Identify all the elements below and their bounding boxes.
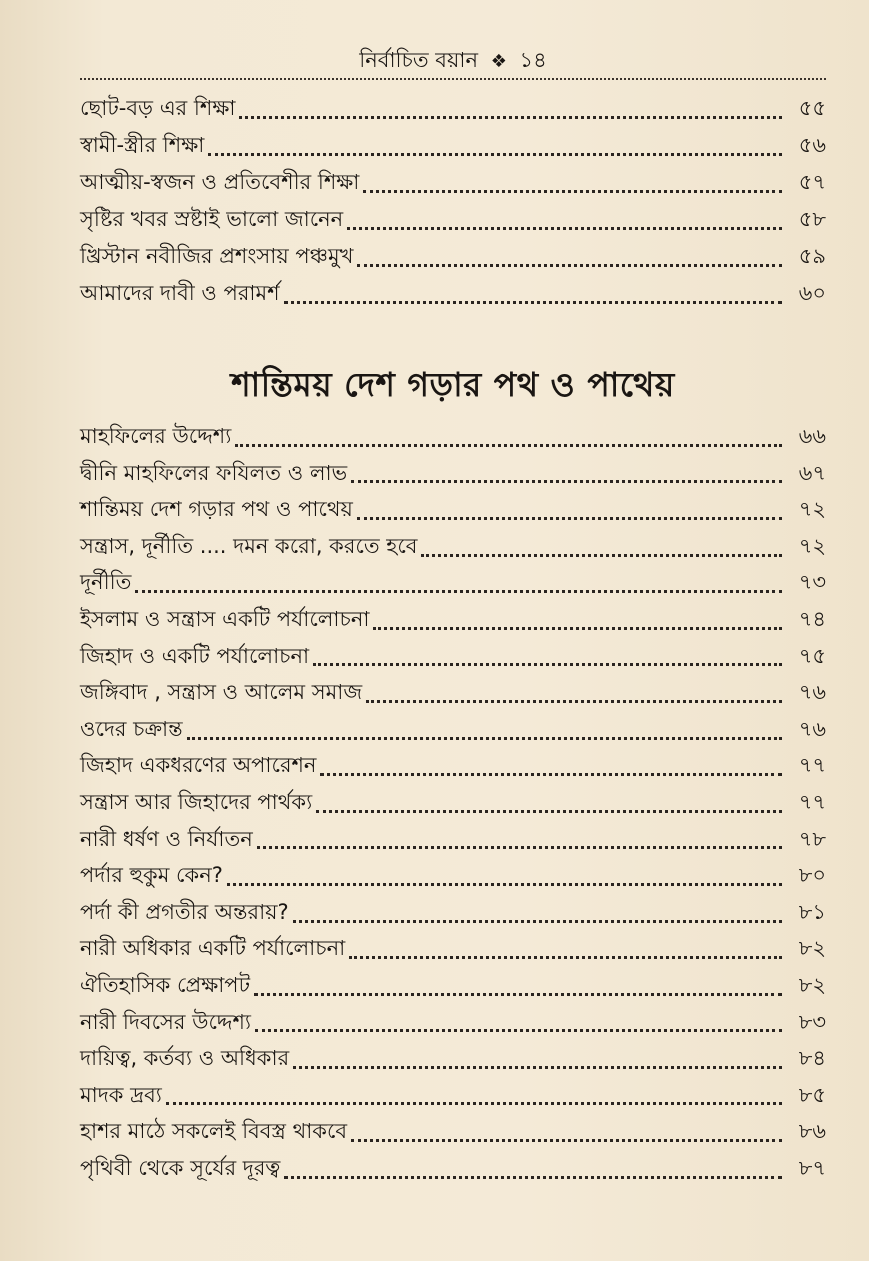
toc-entry[interactable]: [80, 491, 826, 528]
toc-entry[interactable]: [80, 564, 826, 601]
toc-entry[interactable]: [80, 967, 826, 1004]
leader-dots: [347, 223, 782, 230]
section-heading: শান্তিময় দেশ গড়ার পথ ও পাথেয়: [231, 365, 675, 404]
leader-dots: [421, 550, 782, 557]
leader-dots: [235, 440, 782, 447]
toc-entry-page: ৮৬: [798, 1119, 826, 1144]
toc-entry-title: নারী দিবসের উদ্দেশ্য: [80, 1009, 251, 1034]
toc-entry-title: খ্রিস্টান নবীজির প্রশংসায় পঞ্চমুখ: [80, 244, 354, 268]
toc-entry-page: ৮৭: [798, 1155, 826, 1180]
separator-ornament: ❖: [490, 51, 507, 72]
toc-entry-page: ৬০: [798, 281, 826, 305]
toc-entry[interactable]: [80, 601, 826, 638]
leader-dots: [373, 623, 782, 630]
toc-entry-page: ৮৪: [798, 1046, 826, 1071]
toc-entry-page: ৮২: [798, 972, 826, 997]
toc-entry-page: ৫৫: [798, 96, 826, 120]
toc-entry-page: ৫৬: [798, 133, 826, 157]
toc-entry-title: হাশর মাঠে সকলেই বিবস্ত্র থাকবে: [80, 1119, 348, 1144]
toc-entry[interactable]: [80, 528, 826, 565]
leader-dots: [284, 1172, 782, 1179]
toc-entry[interactable]: [80, 857, 826, 894]
toc-entry-page: ৫৭: [798, 170, 826, 194]
toc-entry-title: নারী ধর্ষণ ও নির্যাতন: [80, 826, 253, 851]
toc-entry-page: ৬৭: [798, 460, 826, 485]
toc-entry-title: সন্ত্রাস, দূর্নীতি .... দমন করো, করতে হবে: [80, 533, 418, 558]
toc-entry[interactable]: [80, 711, 826, 748]
toc-entry-page: ৭৪: [798, 606, 826, 631]
leader-dots: [316, 806, 782, 813]
toc-list-section-2: [80, 418, 826, 1186]
leader-dots: [313, 659, 782, 666]
toc-entry-title: সন্ত্রাস আর জিহাদের পার্থক্য: [80, 789, 313, 814]
toc-entry[interactable]: [80, 747, 826, 784]
toc-entry-title: জঙ্গিবাদ , সন্ত্রাস ও আলেম সমাজ: [80, 680, 363, 705]
toc-entry-page: ৭৮: [798, 826, 826, 851]
toc-entry-title: জিহাদ ও একটি পর্যালোচনা: [80, 643, 310, 668]
toc-entry-title: পর্দার হুকুম কেন?: [80, 863, 223, 888]
toc-entry[interactable]: [80, 127, 826, 164]
toc-entry[interactable]: [80, 674, 826, 711]
toc-entry[interactable]: [80, 418, 826, 455]
toc-entry-page: ৭৬: [798, 680, 826, 705]
leader-dots: [239, 112, 782, 119]
page-number: ১৪: [519, 48, 547, 72]
leader-dots: [227, 879, 782, 886]
toc-entry-title: ইসলাম ও সন্ত্রাস একটি পর্যালোচনা: [80, 606, 370, 631]
toc-entry-page: ৮১: [798, 899, 826, 924]
toc-entry[interactable]: [80, 638, 826, 675]
toc-entry-title: আত্মীয়-স্বজন ও প্রতিবেশীর শিক্ষা: [80, 170, 360, 194]
header-dotted-rule: [80, 78, 826, 80]
leader-dots: [363, 186, 782, 193]
leader-dots: [257, 842, 782, 849]
toc-entry[interactable]: [80, 275, 826, 312]
toc-entry[interactable]: [80, 1077, 826, 1114]
toc-entry[interactable]: [80, 238, 826, 275]
toc-entry[interactable]: [80, 930, 826, 967]
toc-entry-title: নারী অধিকার একটি পর্যালোচনা: [80, 936, 346, 961]
toc-entry-title: জিহাদ একধরণের অপারেশন: [80, 753, 317, 778]
toc-entry-title: দায়িত্ব, কর্তব্য ও অধিকার: [80, 1046, 290, 1071]
leader-dots: [357, 513, 782, 520]
toc-entry-title: দ্বীনি মাহফিলের ফযিলত ও লাভ: [80, 460, 348, 485]
leader-dots: [254, 989, 782, 996]
toc-entry-title: ঐতিহাসিক প্রেক্ষাপট: [80, 972, 251, 997]
toc-entry-title: পর্দা কী প্রগতীর অন্তরায়?: [80, 899, 289, 924]
book-title: নির্বাচিত বয়ান: [359, 48, 478, 72]
toc-entry-page: ৭৬: [798, 716, 826, 741]
toc-entry-page: ৭৫: [798, 643, 826, 668]
toc-entry-title: মাহফিলের উদ্দেশ্য: [80, 424, 232, 448]
toc-entry[interactable]: [80, 1040, 826, 1077]
toc-list-section-1: [80, 90, 826, 312]
toc-entry[interactable]: [80, 821, 826, 858]
leader-dots: [293, 916, 782, 923]
leader-dots: [135, 586, 782, 593]
toc-entry[interactable]: [80, 1150, 826, 1187]
leader-dots: [187, 733, 782, 740]
toc-entry[interactable]: [80, 164, 826, 201]
leader-dots: [320, 769, 782, 776]
toc-entry-page: ৭৩: [798, 570, 826, 595]
leader-dots: [351, 1135, 782, 1142]
leader-dots: [166, 1098, 782, 1105]
toc-entry-page: ৫৯: [798, 244, 826, 268]
leader-dots: [284, 297, 782, 304]
toc-entry-title: ওদের চক্রান্ত: [80, 716, 183, 741]
toc-entry-page: ৮২: [798, 936, 826, 961]
leader-dots: [349, 952, 782, 959]
toc-entry[interactable]: [80, 90, 826, 127]
toc-entry-title: আমাদের দাবী ও পরামর্শ: [80, 281, 280, 305]
toc-entry-title: পৃথিবী থেকে সূর্যের দূরত্ব: [80, 1155, 281, 1180]
toc-entry-page: ৬৬: [798, 424, 826, 448]
toc-entry[interactable]: [80, 894, 826, 931]
toc-entry-title: মাদক দ্রব্য: [80, 1082, 162, 1107]
toc-entry[interactable]: [80, 1004, 826, 1041]
toc-entry[interactable]: [80, 455, 826, 492]
toc-entry-title: দূর্নীতি: [80, 570, 132, 595]
toc-entry-title: শান্তিময় দেশ গড়ার পথ ও পাথেয়: [80, 497, 353, 522]
leader-dots: [357, 260, 782, 267]
leader-dots: [208, 149, 782, 156]
toc-entry-page: ৭৭: [798, 753, 826, 778]
toc-entry-title: স্বামী-স্ত্রীর শিক্ষা: [80, 133, 205, 157]
leader-dots: [293, 1062, 782, 1069]
leader-dots: [366, 696, 782, 703]
toc-entry[interactable]: [80, 201, 826, 238]
toc-entry-page: ৮৫: [798, 1082, 826, 1107]
toc-entry-page: ৮৩: [798, 1009, 826, 1034]
toc-entry-page: ৭৭: [798, 789, 826, 814]
toc-entry-page: ৭২: [798, 497, 826, 522]
toc-entry-title: সৃষ্টির খবর স্রষ্টাই ভালো জানেন: [80, 207, 344, 231]
toc-entry-page: ৭২: [798, 533, 826, 558]
running-header: [80, 46, 826, 76]
toc-entry-title: ছোট-বড় এর শিক্ষা: [80, 96, 236, 120]
leader-dots: [255, 1025, 782, 1032]
toc-entry-page: ৫৮: [798, 207, 826, 231]
toc-entry[interactable]: [80, 784, 826, 821]
toc-entry[interactable]: [80, 1113, 826, 1150]
toc-entry-page: ৮০: [798, 863, 826, 888]
leader-dots: [351, 476, 782, 483]
